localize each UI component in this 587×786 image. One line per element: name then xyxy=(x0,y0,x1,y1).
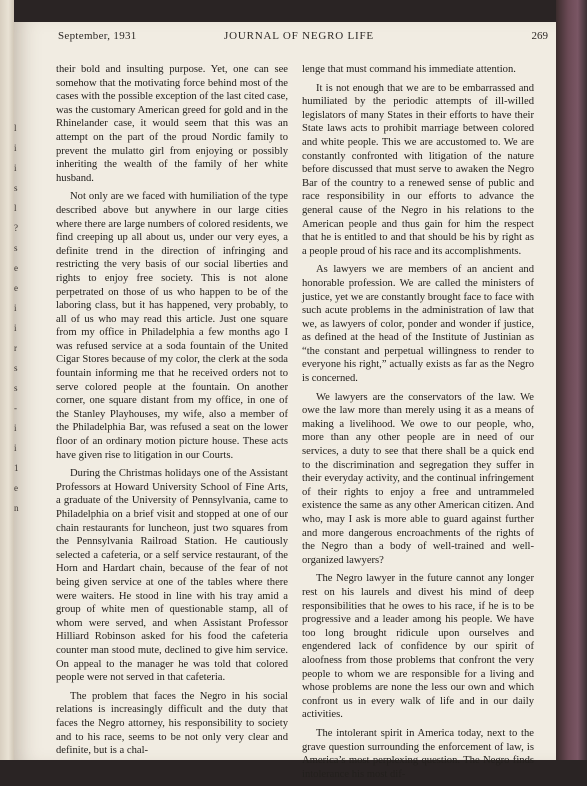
gutter-mark: s xyxy=(14,383,18,393)
gutter-mark: l xyxy=(14,123,17,133)
paragraph: Not only are we faced with humiliation of the type described above but anywhere in our large cities where there are large numbers of colored residents, we find creeping up all about us, under our very eyes, a definite trend in the direction of infringing and restricting the very basis of our social liberties and rights to enjoy free society. This is not alone perpetrated on those of us who happen to be of the laboring class, but it has happened, very probably, to all of us who may read this article. Just one square from my office in Philadelphia a few months ago I was refused service at a soda fountain of the United Cigar Stores because of my color, the clerk at the soda fountain informing me that he received orders not to serve colored people at the fountain. On another corner, one square distant from my office, in one of the Stanley Playhouses, my wife, also a member of the Philadelphia Bar, was refused a seat on the lower floor of an ordinary motion picture house. These acts have given rise to litigation in our Courts. xyxy=(56,191,288,461)
gutter-marks xyxy=(14,118,26,518)
header-journal-title: JOURNAL OF NEGRO LIFE xyxy=(224,30,374,42)
gutter-mark: i xyxy=(14,303,17,313)
paragraph: The Negro lawyer in the future cannot any longer rest on his laurels and divest his mind of deep responsibilities that he owes to his race, if he is to be progressive and a leader among his people. We have too long brought ridicule upon ourselves and engendered lack of confidence by our spirit of aloofness from those problems that confront the very people to whom we are responsible for a living and whose problems are none the less our own and which confront us in every walk of life and in our daily activities. xyxy=(302,573,534,721)
gutter-mark: i xyxy=(14,323,17,333)
gutter-mark: n xyxy=(14,503,19,513)
book-edge-left xyxy=(0,0,14,760)
paragraph: As lawyers we are members of an ancient and honorable profession. We are called the ministers of justice, yet we are constantly brought face to face with such acute problems in the administration of law that we, as lawyers of color, ponder and wonder if justice, as defined at the head of the Institute of Justinian as “the constant and perpetual willingness to render to everyone his right,” actually exists as far as the Negro is concerned. xyxy=(302,264,534,385)
paragraph: The problem that faces the Negro in his social relations is increasingly difficult and the duty that faces the Negro attorney, his responsibility to society and to his race, seems to be not only very clear and definite, but is a chal- xyxy=(56,690,288,757)
gutter-mark: i xyxy=(14,443,17,453)
paragraph: their bold and insulting purpose. Yet, one can see somehow that the motivating force behind most of the cases with the possible exception of the last cited case, was the customary American greed for gold and in the Rhinelander case, it would seem that this was an attempt on the part of the proud Nordic family to prevent the mulatto girl from enjoying or possibly inheriting the wealth of the family of her white husband. xyxy=(56,64,288,184)
paragraph: During the Christmas holidays one of the Assistant Professors at Howard University School of Fine Arts, a graduate of the University of Pennsylvania, came to Philadelphia on a brief visit and stopped at one of our chain restaurants for luncheon, just two squares from the Pennsylvania Railroad Station. He cautiously selected a cafeteria, or a self service restaurant, of the Horn and Hardart chain, because of the fear of not being given service at one of the tables where there were waiters. He stood in line with his tray amid a group of white men of questionable stamp, all of whom were served, and when Assistant Professor Hilliard Robinson asked for his food the cafeteria counter man stood mute, declined to give him service. On appeal to the manager he was told that colored people were not served in that cafeteria. xyxy=(56,468,288,684)
page-number: 269 xyxy=(531,30,548,42)
gutter-mark: e xyxy=(14,483,18,493)
header-date: September, 1931 xyxy=(58,30,137,42)
paragraph: It is not enough that we are to be embarrassed and humiliated by the periodic attempts of ill-willed legislators of many States in their efforts to have their State laws acts to prohibit marriage between colored and white people. This we are accustomed to. We are constantly confronted with litigation of the nature before discussed that must serve to awaken the Negro Bar of the country to a renewed sense of public and race responsibility in our efforts to advance the general cause of the Negro in his relations to the American people and thus gain for him the respect that he is entitled to and that should be his by right as a people proud of his race and its accomplishments. xyxy=(302,82,534,257)
gutter-mark: i xyxy=(14,163,17,173)
running-header xyxy=(40,30,558,46)
gutter-mark: i xyxy=(14,423,17,433)
gutter-mark: l xyxy=(14,203,17,213)
gutter-mark: - xyxy=(14,403,17,413)
gutter-mark: s xyxy=(14,183,18,193)
left-column xyxy=(56,63,288,763)
gutter-mark: i xyxy=(14,143,17,153)
gutter-mark: s xyxy=(14,363,18,373)
gutter-mark: e xyxy=(14,263,18,273)
paragraph: The intolerant spirit in America today, next to the grave question surrounding the enforcement of law, is America’s most perplexing question. The Negro finds intolerance his most dif- xyxy=(302,727,534,780)
gutter-mark: 1 xyxy=(14,463,19,473)
paragraph: lenge that must command his immediate attention. xyxy=(302,64,516,75)
gutter-mark: ? xyxy=(14,223,18,233)
paragraph: We lawyers are the conservators of the law. We owe the law more than merely using it as a means of making a livelihood. We owe to our people, who, more than any other people are in need of our services, a duty to see that there shall be a quick end to the discrimination and segregation they suffer in their everyday activity, and the continual infringement of their rights to enjoy a free and untrammeled existence the same as any other American citizen. And who, may I ask is more able to guard against further and more dangerous encroachments of the rights of the Negro than a body of well-trained and well-organized lawyers? xyxy=(302,391,534,566)
gutter-mark: r xyxy=(14,343,17,353)
gutter-mark: e xyxy=(14,283,18,293)
book-spine xyxy=(556,0,587,760)
gutter-mark: s xyxy=(14,243,18,253)
right-column xyxy=(302,63,534,786)
